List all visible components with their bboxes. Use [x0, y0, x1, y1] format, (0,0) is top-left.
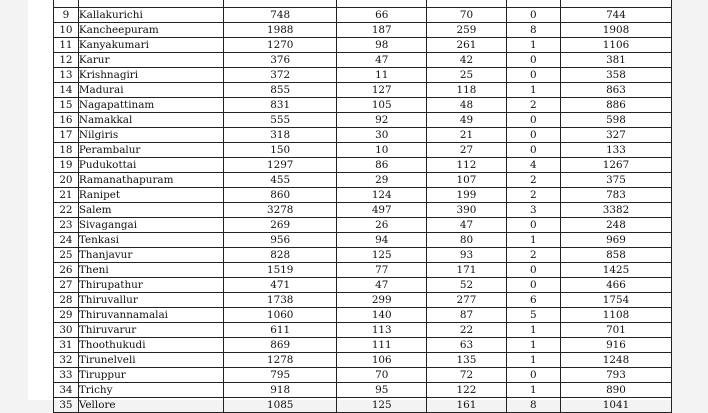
value-2-cell: 98	[337, 38, 427, 53]
district-cell: Thiruvannamalai	[78, 308, 223, 323]
value-4-cell: 1	[506, 38, 560, 53]
value-2-cell: 127	[337, 83, 427, 98]
table-row	[54, 128, 672, 143]
value-2-cell: 111	[337, 338, 427, 353]
serial-number-cell: 11	[54, 38, 79, 53]
value-5-cell: 858	[560, 248, 671, 263]
serial-number-cell: 26	[54, 263, 79, 278]
value-4-cell: 0	[506, 8, 560, 23]
value-5-cell: 1106	[560, 38, 671, 53]
value-4-cell: 0	[506, 53, 560, 68]
serial-number-cell: 12	[54, 53, 79, 68]
table-row	[54, 203, 672, 218]
value-4-cell: 1	[506, 338, 560, 353]
district-cell: Namakkal	[78, 113, 223, 128]
district-table	[53, 0, 672, 413]
value-5-cell: 466	[560, 278, 671, 293]
value-5-cell: 969	[560, 233, 671, 248]
district-cell: Ranipet	[78, 188, 223, 203]
table-row	[54, 188, 672, 203]
value-5-cell: 1267	[560, 158, 671, 173]
value-1-cell: 269	[224, 218, 337, 233]
value-4-cell: 1	[506, 383, 560, 398]
value-1-cell: 455	[224, 173, 337, 188]
value-4-cell: 0	[506, 68, 560, 83]
value-4-cell: 1	[506, 323, 560, 338]
value-4-cell: 2	[506, 98, 560, 113]
value-3-cell: 63	[427, 338, 506, 353]
value-3-cell: 25	[427, 68, 506, 83]
district-cell: Krishnagiri	[78, 68, 223, 83]
value-2-cell: 47	[337, 278, 427, 293]
value-1-cell: 748	[224, 8, 337, 23]
serial-number-cell: 15	[54, 98, 79, 113]
value-5-cell: 701	[560, 323, 671, 338]
table-row	[54, 158, 672, 173]
district-cell: Ramanathapuram	[78, 173, 223, 188]
table-row	[54, 0, 672, 8]
value-1-cell: 376	[224, 53, 337, 68]
value-4-cell: 0	[506, 113, 560, 128]
table-row	[54, 263, 672, 278]
district-cell: Tenkasi	[78, 233, 223, 248]
serial-number-cell: 28	[54, 293, 79, 308]
district-cell: Tirunelveli	[78, 353, 223, 368]
serial-number-cell: 30	[54, 323, 79, 338]
value-1-cell: 555	[224, 113, 337, 128]
value-3-cell: 42	[427, 53, 506, 68]
serial-number-cell: 32	[54, 353, 79, 368]
value-2-cell: 94	[337, 233, 427, 248]
value-1-cell: 1738	[224, 293, 337, 308]
value-4-cell: 0	[506, 263, 560, 278]
table-row	[54, 293, 672, 308]
value-5-cell: 863	[560, 83, 671, 98]
value-3-cell: 118	[427, 83, 506, 98]
serial-number-cell: 17	[54, 128, 79, 143]
value-2-cell: 125	[337, 248, 427, 263]
value-3-cell: 261	[427, 38, 506, 53]
table-row	[54, 38, 672, 53]
table-row	[54, 338, 672, 353]
document-page	[28, 0, 672, 411]
district-cell: Karur	[78, 53, 223, 68]
value-3-cell: 80	[427, 233, 506, 248]
value-5-cell: 1908	[560, 23, 671, 38]
value-2-cell: 10	[337, 143, 427, 158]
serial-number-cell: 21	[54, 188, 79, 203]
value-2-cell: 92	[337, 113, 427, 128]
serial-number-cell: 13	[54, 68, 79, 83]
value-5-cell: 358	[560, 68, 671, 83]
district-cell: Kanyakumari	[78, 38, 223, 53]
district-cell: Salem	[78, 203, 223, 218]
value-1-cell: 795	[224, 368, 337, 383]
value-1-cell: 1297	[224, 158, 337, 173]
district-cell: Kancheepuram	[78, 23, 223, 38]
value-1-cell	[224, 0, 337, 8]
district-cell: Thiruvallur	[78, 293, 223, 308]
district-cell: Theni	[78, 263, 223, 278]
value-5-cell: 744	[560, 8, 671, 23]
table-row	[54, 113, 672, 128]
value-1-cell: 828	[224, 248, 337, 263]
value-1-cell: 1278	[224, 353, 337, 368]
table-row	[54, 308, 672, 323]
table-row	[54, 233, 672, 248]
serial-number-cell: 9	[54, 8, 79, 23]
value-3-cell: 49	[427, 113, 506, 128]
value-2-cell: 299	[337, 293, 427, 308]
value-4-cell: 1	[506, 83, 560, 98]
value-1-cell: 918	[224, 383, 337, 398]
serial-number-cell: 16	[54, 113, 79, 128]
district-cell: Tiruppur	[78, 368, 223, 383]
value-3-cell: 47	[427, 218, 506, 233]
value-3-cell	[427, 0, 506, 8]
value-4-cell: 0	[506, 143, 560, 158]
district-cell: Sivagangai	[78, 218, 223, 233]
serial-number-cell: 34	[54, 383, 79, 398]
value-1-cell: 611	[224, 323, 337, 338]
value-3-cell: 107	[427, 173, 506, 188]
value-3-cell: 171	[427, 263, 506, 278]
table-row	[54, 353, 672, 368]
value-1-cell: 1519	[224, 263, 337, 278]
value-2-cell: 105	[337, 98, 427, 113]
viewer-background	[672, 0, 708, 400]
value-1-cell: 318	[224, 128, 337, 143]
value-4-cell: 4	[506, 158, 560, 173]
value-4-cell: 2	[506, 248, 560, 263]
value-4-cell	[506, 0, 560, 8]
value-3-cell: 135	[427, 353, 506, 368]
table-row	[54, 278, 672, 293]
value-2-cell: 47	[337, 53, 427, 68]
value-5-cell: 133	[560, 143, 671, 158]
value-2-cell: 26	[337, 218, 427, 233]
value-3-cell: 72	[427, 368, 506, 383]
serial-number-cell: 22	[54, 203, 79, 218]
value-3-cell: 22	[427, 323, 506, 338]
table-row	[54, 383, 672, 398]
value-3-cell: 112	[427, 158, 506, 173]
value-3-cell: 390	[427, 203, 506, 218]
value-2-cell: 30	[337, 128, 427, 143]
district-cell	[78, 0, 223, 8]
district-cell: Vellore	[78, 398, 223, 413]
table-row	[54, 53, 672, 68]
value-2-cell: 77	[337, 263, 427, 278]
value-3-cell: 199	[427, 188, 506, 203]
district-cell: Thiruvarur	[78, 323, 223, 338]
district-cell: Nilgiris	[78, 128, 223, 143]
value-4-cell: 0	[506, 128, 560, 143]
value-4-cell: 0	[506, 278, 560, 293]
district-cell: Thanjavur	[78, 248, 223, 263]
value-1-cell: 3278	[224, 203, 337, 218]
table-row	[54, 23, 672, 38]
serial-number-cell	[54, 0, 79, 8]
district-cell: Nagapattinam	[78, 98, 223, 113]
value-2-cell: 66	[337, 8, 427, 23]
value-4-cell: 1	[506, 353, 560, 368]
value-4-cell: 2	[506, 188, 560, 203]
value-1-cell: 855	[224, 83, 337, 98]
value-2-cell: 187	[337, 23, 427, 38]
table-row	[54, 98, 672, 113]
table-row	[54, 218, 672, 233]
table-row	[54, 143, 672, 158]
value-5-cell: 598	[560, 113, 671, 128]
value-5-cell: 1248	[560, 353, 671, 368]
value-3-cell: 27	[427, 143, 506, 158]
value-2-cell: 95	[337, 383, 427, 398]
value-4-cell: 6	[506, 293, 560, 308]
table-row	[54, 8, 672, 23]
serial-number-cell: 10	[54, 23, 79, 38]
value-1-cell: 1060	[224, 308, 337, 323]
table-body	[54, 0, 672, 413]
serial-number-cell: 29	[54, 308, 79, 323]
serial-number-cell: 18	[54, 143, 79, 158]
serial-number-cell: 19	[54, 158, 79, 173]
value-2-cell: 11	[337, 68, 427, 83]
value-4-cell: 0	[506, 218, 560, 233]
value-1-cell: 372	[224, 68, 337, 83]
value-5-cell: 381	[560, 53, 671, 68]
district-cell: Pudukottai	[78, 158, 223, 173]
value-1-cell: 1085	[224, 398, 337, 413]
value-1-cell: 869	[224, 338, 337, 353]
value-3-cell: 122	[427, 383, 506, 398]
value-5-cell: 1425	[560, 263, 671, 278]
value-5-cell: 1754	[560, 293, 671, 308]
value-5-cell	[560, 0, 671, 8]
value-5-cell: 375	[560, 173, 671, 188]
table-row	[54, 368, 672, 383]
value-5-cell: 783	[560, 188, 671, 203]
value-5-cell: 886	[560, 98, 671, 113]
value-3-cell: 259	[427, 23, 506, 38]
value-5-cell: 793	[560, 368, 671, 383]
value-5-cell: 248	[560, 218, 671, 233]
serial-number-cell: 14	[54, 83, 79, 98]
value-2-cell: 140	[337, 308, 427, 323]
value-2-cell: 29	[337, 173, 427, 188]
value-5-cell: 1108	[560, 308, 671, 323]
district-cell: Thoothukudi	[78, 338, 223, 353]
value-1-cell: 150	[224, 143, 337, 158]
value-2-cell: 124	[337, 188, 427, 203]
value-1-cell: 1988	[224, 23, 337, 38]
value-2-cell	[337, 0, 427, 8]
value-3-cell: 48	[427, 98, 506, 113]
serial-number-cell: 25	[54, 248, 79, 263]
serial-number-cell: 33	[54, 368, 79, 383]
value-2-cell: 113	[337, 323, 427, 338]
value-1-cell: 471	[224, 278, 337, 293]
table-row	[54, 83, 672, 98]
value-1-cell: 831	[224, 98, 337, 113]
value-5-cell: 327	[560, 128, 671, 143]
district-cell: Trichy	[78, 383, 223, 398]
value-1-cell: 1270	[224, 38, 337, 53]
table-row	[54, 398, 672, 413]
value-4-cell: 1	[506, 233, 560, 248]
district-cell: Madurai	[78, 83, 223, 98]
value-4-cell: 0	[506, 368, 560, 383]
table-row	[54, 173, 672, 188]
district-cell: Thirupathur	[78, 278, 223, 293]
value-1-cell: 956	[224, 233, 337, 248]
value-3-cell: 52	[427, 278, 506, 293]
serial-number-cell: 20	[54, 173, 79, 188]
serial-number-cell: 27	[54, 278, 79, 293]
value-3-cell: 21	[427, 128, 506, 143]
value-4-cell: 3	[506, 203, 560, 218]
serial-number-cell: 24	[54, 233, 79, 248]
value-3-cell: 93	[427, 248, 506, 263]
value-5-cell: 3382	[560, 203, 671, 218]
value-5-cell: 890	[560, 383, 671, 398]
table-row	[54, 323, 672, 338]
value-2-cell: 86	[337, 158, 427, 173]
district-cell: Perambalur	[78, 143, 223, 158]
value-2-cell: 497	[337, 203, 427, 218]
value-1-cell: 860	[224, 188, 337, 203]
value-4-cell: 5	[506, 308, 560, 323]
value-4-cell: 8	[506, 23, 560, 38]
serial-number-cell: 31	[54, 338, 79, 353]
table-row	[54, 68, 672, 83]
value-3-cell: 161	[427, 398, 506, 413]
district-cell: Kallakurichi	[78, 8, 223, 23]
serial-number-cell: 35	[54, 398, 79, 413]
value-3-cell: 87	[427, 308, 506, 323]
value-2-cell: 70	[337, 368, 427, 383]
value-4-cell: 8	[506, 398, 560, 413]
value-2-cell: 106	[337, 353, 427, 368]
serial-number-cell: 23	[54, 218, 79, 233]
value-4-cell: 2	[506, 173, 560, 188]
value-3-cell: 277	[427, 293, 506, 308]
value-3-cell: 70	[427, 8, 506, 23]
table-row	[54, 248, 672, 263]
value-5-cell: 1041	[560, 398, 671, 413]
value-2-cell: 125	[337, 398, 427, 413]
value-5-cell: 916	[560, 338, 671, 353]
